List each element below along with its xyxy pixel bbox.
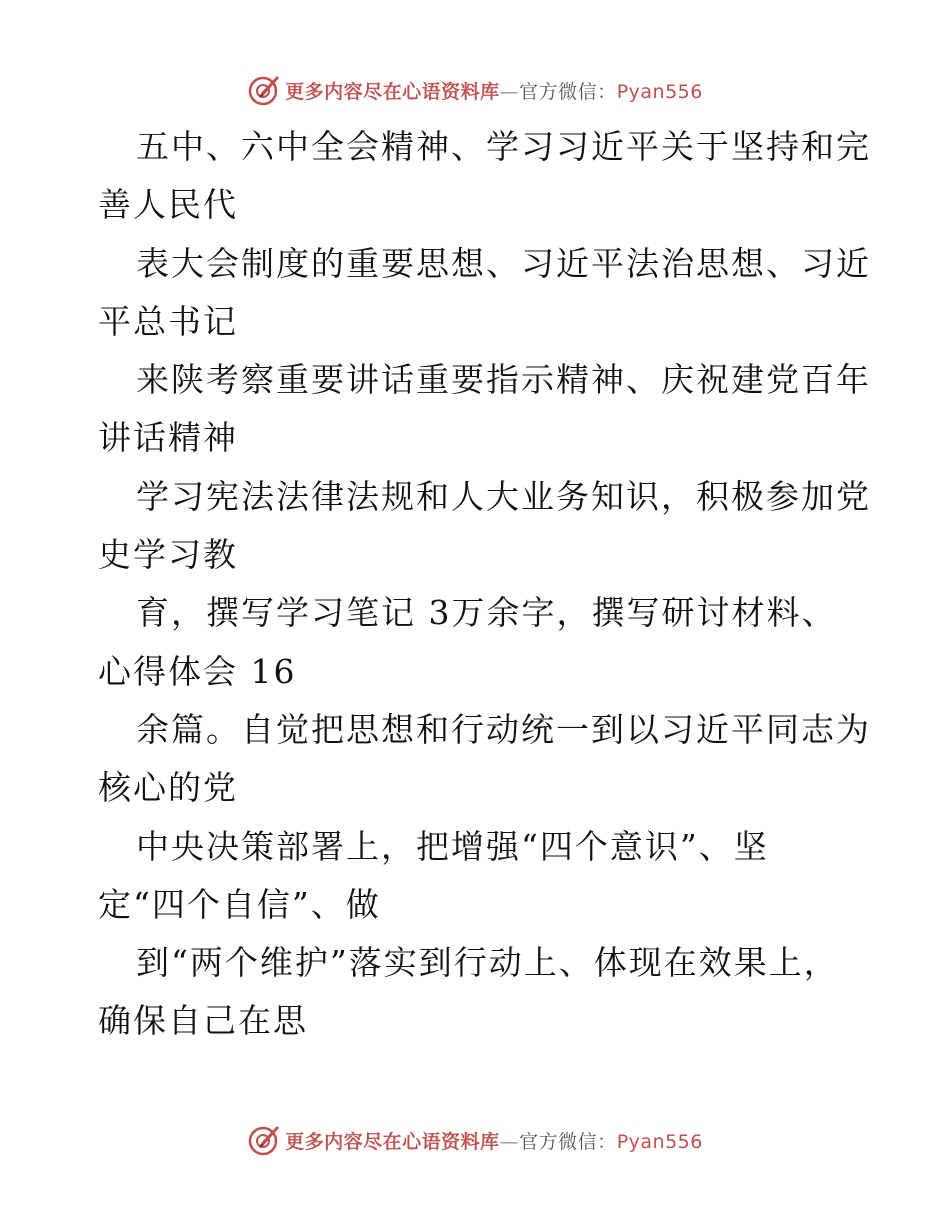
text-line: 到“两个维护”落实到行动上、体现在效果上， [136,943,839,983]
watermark-label: 官方微信： [519,1130,617,1153]
watermark-id: Pyan556 [616,1130,703,1153]
quill-logo-icon [247,1123,281,1157]
text-line: 育，撰写学习笔记 3万余字，撰写研讨材料、 [136,593,837,633]
text-line: 讲话精神 [98,418,238,458]
text-line: 平总书记 [98,301,238,341]
footer-watermark [0,1120,950,1160]
watermark-dash: — [499,1130,520,1153]
watermark-id: Pyan556 [616,80,703,103]
text-line: 中央决策部署上，把增强“四个意识”、坚 [136,826,769,866]
watermark-brand: 更多内容尽在心语资料库 [285,80,500,103]
text-line: 核心的党 [98,768,238,808]
watermark-brand: 更多内容尽在心语资料库 [285,1130,500,1153]
text-line: 来陕考察重要讲话重要指示精神、庆祝建党百年 [136,360,871,400]
text-line: 表大会制度的重要思想、习近平法治思想、习近 [136,243,871,283]
text-line: 余篇。自觉把思想和行动统一到以习近平同志为 [136,709,871,749]
text-line: 心得体会 16 [98,651,297,691]
watermark-text [285,1127,703,1154]
header-watermark [0,70,950,110]
text-line: 学习宪法法律法规和人大业务知识，积极参加党 [136,476,871,516]
text-line: 善人民代 [98,185,238,225]
text-line: 史学习教 [98,535,238,575]
watermark-dash: — [499,80,520,103]
document-body [98,118,871,1051]
quill-logo-icon [247,73,281,107]
watermark-text [285,77,703,104]
watermark-label: 官方微信： [519,80,617,103]
text-line: 定“四个自信”、做 [98,884,381,924]
text-line: 五中、六中全会精神、学习习近平关于坚持和完 [136,127,871,166]
text-line: 确保自己在思 [98,1001,308,1041]
